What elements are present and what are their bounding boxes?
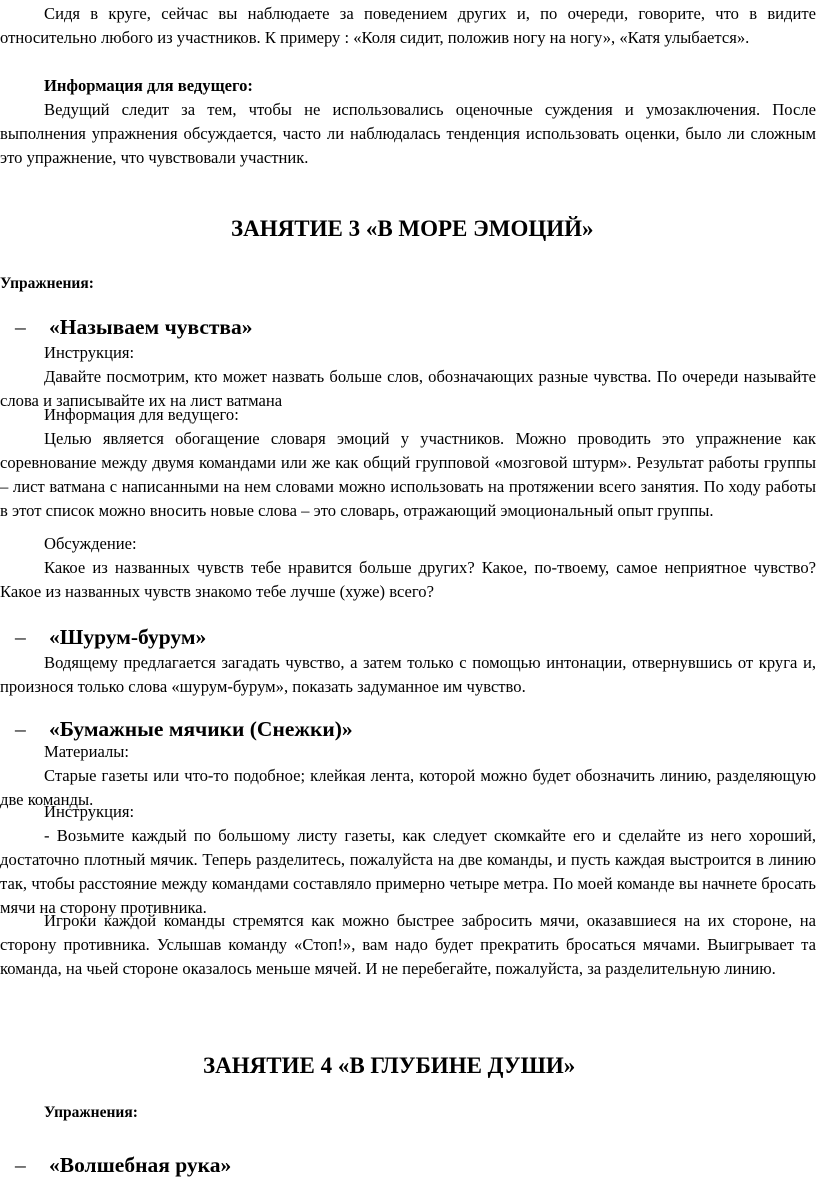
ex1-discussion-text: Какое из названных чувств тебе нравится больше других? Какое, по-твоему, самое неприятное чувство? Какое из названных чувств знакомо тебе лучше (хуже) всего? xyxy=(0,558,816,601)
ex3-rules-text: Игроки каждой команды стремятся как можно быстрее забросить мячи, оказавшиеся на их стороне, на сторону противника. Услышав команду «Стоп!», вам надо будет прекратить бросаться мячами. Выигрывает та команда, на чьей стороне оказалось меньше мячей. И не перебегайте, пожалуйста, за разделительную линию. xyxy=(0,911,816,978)
ex1-leader-text: Целью является обогащение словаря эмоций у участников. Можно проводить это упражнение как соревнование между двумя командами или же как общий групповой «мозговой штурм». Результат работы группы – лист ватмана с написанными на нем словами можно использовать на протяжении всего занятия. По ходу работы в этот список можно вносить новые слова – это словарь, отражающий эмоциональный опыт группы. xyxy=(0,429,816,520)
intro-leader-text: Ведущий следит за тем, чтобы не использовались оценочные суждения и умозаключения. После выполнения упражнения обсуждается, часто ли наблюдалась тенденция использовать оценки, было ли сложным это упражнение, что чувствовали участник. xyxy=(0,100,816,167)
lesson4-title: ЗАНЯТИЕ 4 «В ГЛУБИНЕ ДУШИ» xyxy=(203,1053,576,1078)
ex3-instruction-label: Инструкция: xyxy=(44,802,135,821)
ex3-materials-label: Материалы: xyxy=(44,742,130,761)
ex1-instruction-text: Давайте посмотрим, кто может назвать больше слов, обозначающих разные чувства. По очереди называйте слова и записывайте их на лист ватмана xyxy=(0,367,816,410)
ex1-leader-label: Информация для ведущего: xyxy=(44,405,239,424)
lesson3-exercise2-heading xyxy=(15,624,206,650)
ex2-text: Водящему предлагается загадать чувство, а затем только с помощью интонации, отвернувшись от круга и, произнося только слова «шурум-бурум», показать задуманное им чувство. xyxy=(0,653,816,696)
lesson4-exercise1-heading xyxy=(15,1152,231,1178)
exercise-title: «Называем чувства» xyxy=(49,315,253,339)
lesson4-exercises-label: Упражнения: xyxy=(44,1104,138,1121)
dash-bullet: – xyxy=(15,1153,26,1177)
lesson3-title: ЗАНЯТИЕ 3 «В МОРЕ ЭМОЦИЙ» xyxy=(231,216,594,241)
dash-bullet: – xyxy=(15,625,26,649)
exercise-title: «Бумажные мячики (Снежки)» xyxy=(49,717,353,741)
dash-bullet: – xyxy=(15,717,26,741)
exercise-title: «Волшебная рука» xyxy=(49,1153,232,1177)
lesson3-exercise3-heading xyxy=(15,716,353,742)
exercise-title: «Шурум-бурум» xyxy=(49,625,207,649)
lesson3-exercise1-heading xyxy=(15,314,253,340)
ex3-materials-text: Старые газеты или что-то подобное; клейкая лента, которой можно будет обозначить линию, разделяющую две команды. xyxy=(0,766,816,809)
intro-leader-label: Информация для ведущего: xyxy=(44,76,253,95)
dash-bullet: – xyxy=(15,315,26,339)
ex1-discussion-label: Обсуждение: xyxy=(44,534,137,553)
ex3-instruction-text: - Возьмите каждый по большому листу газеты, как следует скомкайте его и сделайте из него хороший, достаточно плотный мячик. Теперь разделитесь, пожалуйста на две команды, и пусть каждая выстроится в линию так, чтобы расстояние между командами составляло примерно четыре метра. По моей команде вы начнете бросать мячи на сторону противника. xyxy=(0,826,816,917)
intro-paragraph: Сидя в круге, сейчас вы наблюдаете за поведением других и, по очереди, говорите, что в видите относительно любого из участников. К примеру : «Коля сидит, положив ногу на ногу», «Катя улыбается». xyxy=(0,4,816,47)
lesson3-exercises-label: Упражнения: xyxy=(0,275,94,292)
ex1-instruction-label: Инструкция: xyxy=(44,343,135,362)
